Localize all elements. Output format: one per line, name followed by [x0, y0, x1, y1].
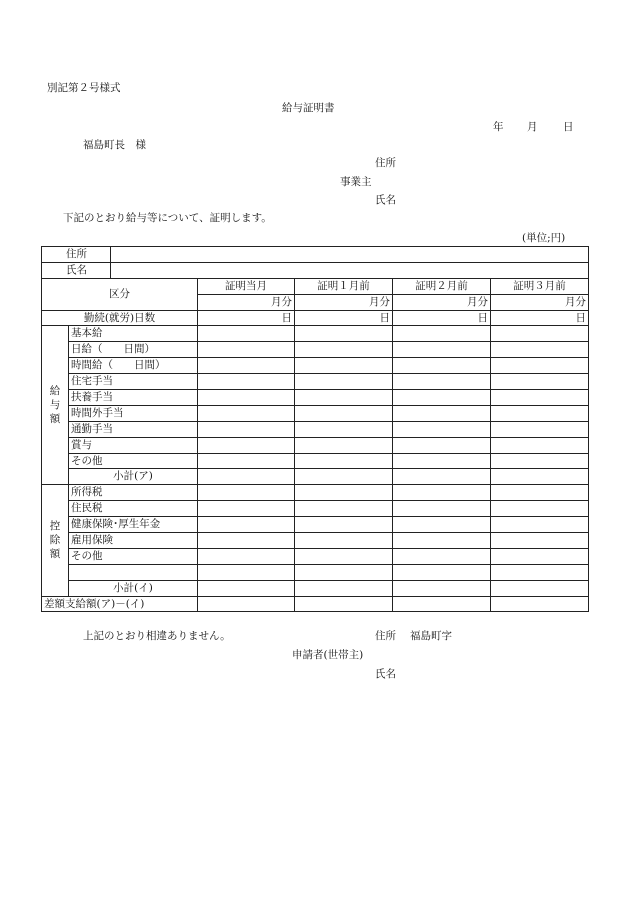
category-header: 区分: [42, 278, 198, 310]
deduction-input-cell[interactable]: [491, 564, 589, 580]
salary-subtotal-input-cell[interactable]: [491, 469, 589, 485]
salary-row: [42, 421, 589, 437]
applicant-address-label: 住所: [375, 630, 396, 642]
salary-input-cell[interactable]: [198, 374, 295, 390]
salary-input-cell[interactable]: [198, 437, 295, 453]
confirmation-statement: 上記のとおり相違ありません。: [83, 630, 231, 642]
deduction-subtotal-row: [42, 580, 589, 596]
address-row: [42, 247, 589, 263]
salary-row: [42, 326, 589, 342]
salary-input-cell[interactable]: [393, 358, 491, 374]
deduction-input-cell[interactable]: [393, 548, 491, 564]
deduction-input-cell[interactable]: [491, 548, 589, 564]
deduction-input-cell[interactable]: [295, 548, 393, 564]
salary-input-cell[interactable]: [198, 342, 295, 358]
net-payment-input-cell[interactable]: [295, 596, 393, 612]
deduction-item-label: [69, 564, 198, 580]
work-days-cell[interactable]: 日: [491, 310, 589, 326]
deduction-input-cell[interactable]: [295, 564, 393, 580]
month-unit-cell[interactable]: 月分: [393, 294, 491, 310]
deduction-subtotal-input-cell[interactable]: [198, 580, 295, 596]
salary-input-cell[interactable]: [491, 453, 589, 469]
deduction-section-label: [42, 485, 69, 596]
section-char: 与: [49, 399, 61, 412]
deduction-input-cell[interactable]: [198, 533, 295, 549]
salary-input-cell[interactable]: [393, 374, 491, 390]
salary-item-label: 住宅手当: [69, 374, 198, 390]
salary-input-cell[interactable]: [393, 437, 491, 453]
date-day-label: 日: [563, 121, 574, 133]
net-payment-input-cell[interactable]: [393, 596, 491, 612]
date-year-label: 年: [493, 121, 504, 133]
deduction-item-label: 健康保険･厚生年金: [69, 517, 198, 533]
deduction-row: [42, 548, 589, 564]
deduction-input-cell[interactable]: [491, 485, 589, 501]
salary-input-cell[interactable]: [393, 342, 491, 358]
salary-item-label: 扶養手当: [69, 390, 198, 406]
salary-input-cell[interactable]: [393, 421, 491, 437]
salary-item-label: 賞与: [69, 437, 198, 453]
deduction-subtotal-input-cell[interactable]: [295, 580, 393, 596]
salary-row: [42, 437, 589, 453]
deduction-input-cell[interactable]: [393, 501, 491, 517]
month-column-header: 証明１月前: [295, 278, 393, 294]
net-payment-input-cell[interactable]: [491, 596, 589, 612]
deduction-input-cell[interactable]: [491, 533, 589, 549]
month-column-header: 証明当月: [198, 278, 295, 294]
salary-input-cell[interactable]: [491, 405, 589, 421]
section-char: 額: [49, 548, 61, 561]
salary-input-cell[interactable]: [491, 421, 589, 437]
form-id: 別記第２号様式: [47, 82, 121, 94]
salary-input-cell[interactable]: [491, 342, 589, 358]
salary-input-cell[interactable]: [198, 453, 295, 469]
salary-subtotal-input-cell[interactable]: [393, 469, 491, 485]
deduction-input-cell[interactable]: [393, 564, 491, 580]
deduction-item-label: 住民税: [69, 501, 198, 517]
salary-row: [42, 405, 589, 421]
intro-text: 下記のとおり給与等について、証明します。: [63, 212, 272, 224]
salary-input-cell[interactable]: [198, 326, 295, 342]
employer-label: 事業主: [340, 176, 372, 188]
salary-input-cell[interactable]: [295, 437, 393, 453]
salary-subtotal-input-cell[interactable]: [295, 469, 393, 485]
salary-input-cell[interactable]: [295, 405, 393, 421]
salary-row: [42, 358, 589, 374]
salary-input-cell[interactable]: [393, 453, 491, 469]
net-payment-input-cell[interactable]: [198, 596, 295, 612]
month-unit-cell[interactable]: 月分: [295, 294, 393, 310]
deduction-input-cell[interactable]: [198, 501, 295, 517]
work-days-label: 勤続(就労)日数: [42, 310, 198, 326]
section-char: 控: [49, 520, 61, 533]
salary-input-cell[interactable]: [295, 390, 393, 406]
deduction-input-cell[interactable]: [198, 564, 295, 580]
document-title: 給与証明書: [282, 102, 335, 114]
salary-input-cell[interactable]: [295, 342, 393, 358]
deduction-row: [42, 564, 589, 580]
salary-input-cell[interactable]: [198, 390, 295, 406]
applicant-name-label: 氏名: [375, 668, 396, 680]
date-month-label: 月: [527, 121, 538, 133]
deduction-input-cell[interactable]: [393, 485, 491, 501]
salary-certificate-table: [41, 246, 589, 612]
applicant-label: 申請者(世帯主): [292, 649, 364, 661]
deduction-row: [42, 517, 589, 533]
salary-input-cell[interactable]: [491, 374, 589, 390]
salary-input-cell[interactable]: [393, 390, 491, 406]
salary-section-label: [42, 326, 69, 485]
salary-input-cell[interactable]: [198, 405, 295, 421]
salary-row: [42, 453, 589, 469]
month-column-header: 証明２月前: [393, 278, 491, 294]
name-row: [42, 262, 589, 278]
deduction-input-cell[interactable]: [491, 501, 589, 517]
deduction-item-label: その他: [69, 548, 198, 564]
name-label: 氏名: [42, 262, 111, 278]
deduction-row: [42, 485, 589, 501]
salary-row: [42, 390, 589, 406]
deduction-subtotal-input-cell[interactable]: [491, 580, 589, 596]
work-days-cell[interactable]: 日: [295, 310, 393, 326]
section-char: 給: [49, 385, 61, 398]
net-payment-row: [42, 596, 589, 612]
salary-subtotal-label: 小計(ア): [69, 469, 198, 485]
name-input-cell[interactable]: [111, 262, 589, 278]
net-payment-label: 差額支給額(ア)－(イ): [42, 596, 198, 612]
salary-input-cell[interactable]: [491, 437, 589, 453]
salary-item-label: 基本給: [69, 326, 198, 342]
month-unit-cell[interactable]: 月分: [198, 294, 295, 310]
deduction-input-cell[interactable]: [198, 517, 295, 533]
month-header-row: [42, 278, 589, 294]
salary-input-cell[interactable]: [295, 374, 393, 390]
deduction-input-cell[interactable]: [198, 548, 295, 564]
employer-name-label: 氏名: [375, 194, 396, 206]
salary-input-cell[interactable]: [295, 421, 393, 437]
salary-input-cell[interactable]: [491, 358, 589, 374]
work-days-cell[interactable]: 日: [393, 310, 491, 326]
address-label: 住所: [42, 247, 111, 263]
salary-subtotal-row: [42, 469, 589, 485]
section-char: 額: [49, 413, 61, 426]
salary-input-cell[interactable]: [295, 358, 393, 374]
salary-item-label: その他: [69, 453, 198, 469]
salary-row: [42, 374, 589, 390]
unit-note: (単位;円): [522, 232, 566, 244]
deduction-item-label: 雇用保険: [69, 533, 198, 549]
salary-input-cell[interactable]: [491, 326, 589, 342]
deduction-subtotal-label: 小計(イ): [69, 580, 198, 596]
salary-input-cell[interactable]: [198, 358, 295, 374]
salary-input-cell[interactable]: [198, 421, 295, 437]
deduction-input-cell[interactable]: [295, 485, 393, 501]
applicant-address-field[interactable]: 福島町字: [410, 630, 452, 642]
month-column-header: 証明３月前: [491, 278, 589, 294]
addressee: 福島町長 様: [83, 139, 146, 151]
salary-item-label: 時間給（ 日間）: [69, 358, 198, 374]
salary-item-label: 通勤手当: [69, 421, 198, 437]
deduction-input-cell[interactable]: [491, 517, 589, 533]
address-input-cell[interactable]: [111, 247, 589, 263]
salary-input-cell[interactable]: [491, 390, 589, 406]
deduction-input-cell[interactable]: [295, 501, 393, 517]
deduction-row: [42, 501, 589, 517]
deduction-input-cell[interactable]: [295, 533, 393, 549]
deduction-item-label: 所得税: [69, 485, 198, 501]
work-days-row: [42, 310, 589, 326]
salary-input-cell[interactable]: [295, 326, 393, 342]
deduction-input-cell[interactable]: [393, 533, 491, 549]
work-days-cell[interactable]: 日: [198, 310, 295, 326]
deduction-row: [42, 533, 589, 549]
salary-row: [42, 342, 589, 358]
salary-input-cell[interactable]: [295, 453, 393, 469]
deduction-input-cell[interactable]: [198, 485, 295, 501]
salary-item-label: 時間外手当: [69, 405, 198, 421]
deduction-subtotal-input-cell[interactable]: [393, 580, 491, 596]
salary-input-cell[interactable]: [393, 326, 491, 342]
salary-subtotal-input-cell[interactable]: [198, 469, 295, 485]
deduction-input-cell[interactable]: [393, 517, 491, 533]
salary-input-cell[interactable]: [393, 405, 491, 421]
month-unit-cell[interactable]: 月分: [491, 294, 589, 310]
deduction-input-cell[interactable]: [295, 517, 393, 533]
employer-address-label: 住所: [375, 157, 396, 169]
section-char: 除: [49, 534, 61, 547]
salary-item-label: 日給（ 日間）: [69, 342, 198, 358]
